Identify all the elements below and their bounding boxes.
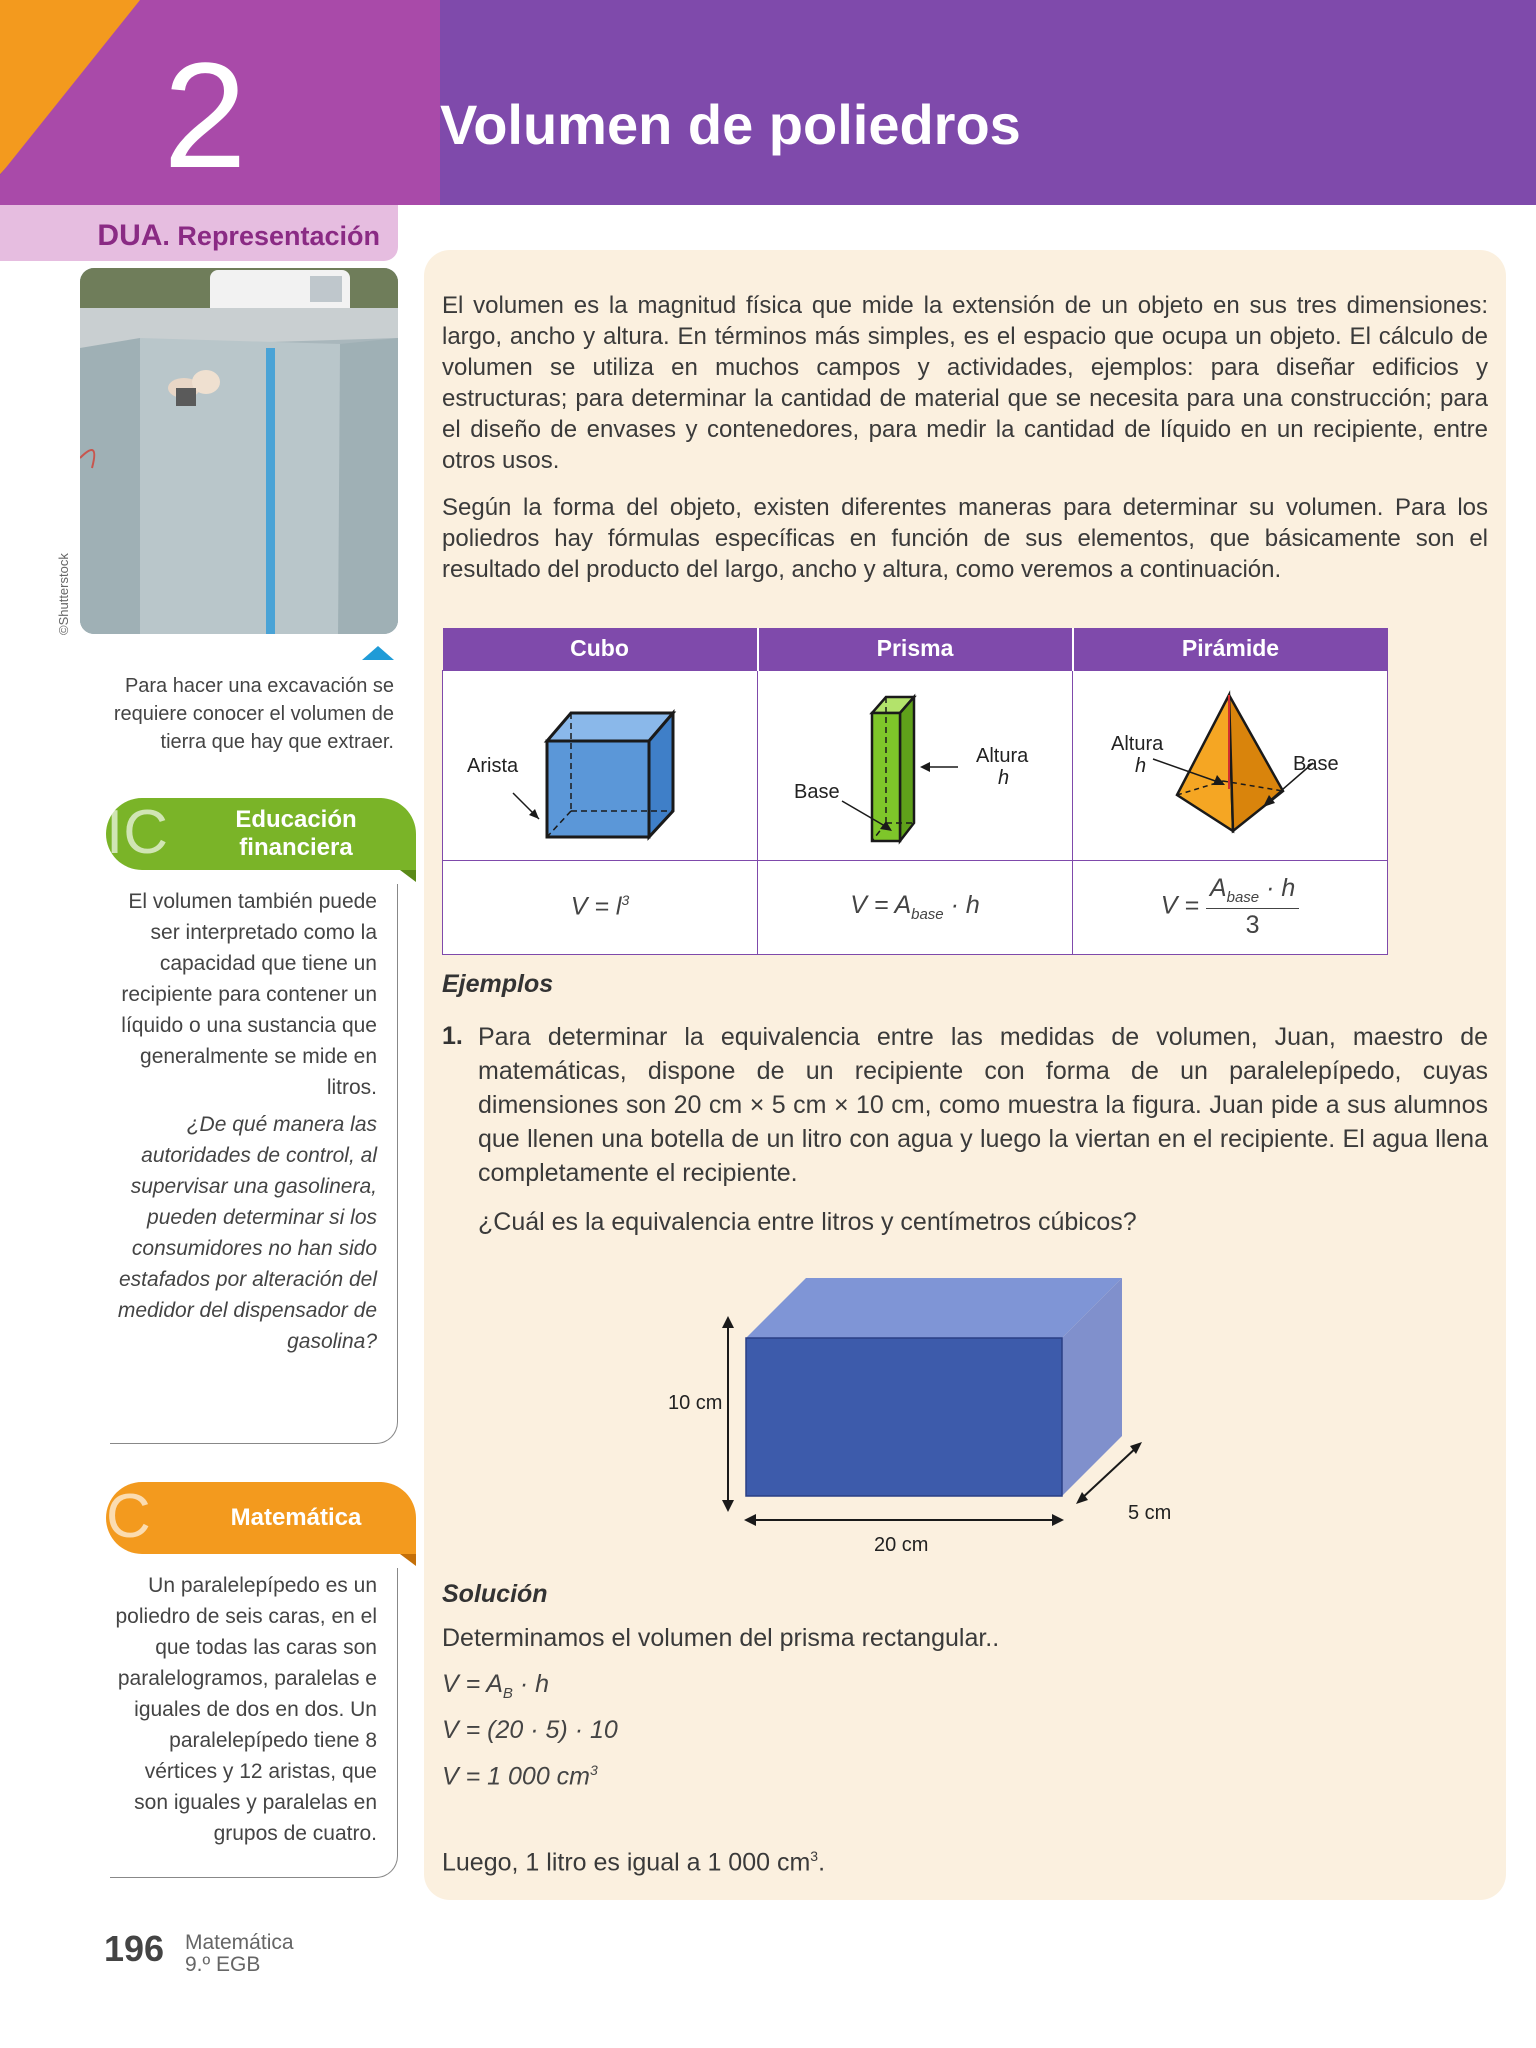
pyramid-formula-lhs: V = xyxy=(1160,891,1199,920)
educacion-question: ¿De qué manera las autoridades de control, al supervisar una gasolinera, pueden determinar si los consumidores no han sido estafados por alteración del medidor del dispensador de gasolina? xyxy=(117,1113,377,1353)
formulas-row xyxy=(443,860,1388,954)
examples-title: Ejemplos xyxy=(442,970,554,998)
box-depth-label: 5 cm xyxy=(1128,1502,1172,1524)
box-figure xyxy=(624,1260,1184,1580)
label-altura-prism: Altura xyxy=(976,744,1029,767)
dua-label xyxy=(97,219,380,253)
photo-credit: ©Shutterstock xyxy=(56,553,71,635)
header-piramide: Pirámide xyxy=(1073,628,1388,670)
label-h-prism: h xyxy=(998,766,1010,789)
conclusion-exp: 3 xyxy=(810,1848,819,1864)
cube-formula-lhs: V = l xyxy=(570,892,622,921)
pyramid-fraction xyxy=(1206,874,1299,940)
educacion-financiera-box xyxy=(110,884,398,1444)
pyramid-num-sub: base xyxy=(1226,889,1260,906)
matematica-text: Un paralelepípedo es un poliedro de seis caras, en el que todas las caras son paralelogramos, paralelas e iguales de dos en dos. Un paralelepípedo tiene 8 vértices y 12 aristas, que son iguales y paralelas en grupos de cuatro. xyxy=(115,1574,377,1845)
pyramid-num-rhs: · h xyxy=(1259,874,1296,902)
eq1-sub: B xyxy=(502,1685,513,1702)
example-question: ¿Cuál es la equivalencia entre litros y centímetros cúbicos? xyxy=(478,1208,1137,1236)
tab-matematica xyxy=(106,1482,416,1554)
box-diagram xyxy=(624,1260,1184,1580)
solution-conclusion xyxy=(442,1848,825,1877)
footer-grade: 9.º EGB xyxy=(185,1953,261,1976)
example-text: Para determinar la equivalencia entre las medidas de volumen, Juan, maestro de matemáticas, dispone de un recipiente con forma de un paralelepípedo, cuyas dimensiones son 20 cm × 5 cm × 10 cm, como muestra la figura. Juan pide a sus alumnos que llenen una botella de un litro con agua y luego la viertan en el recipiente. El agua llena completamente el recipiente. xyxy=(478,1023,1488,1187)
photo-caption: Para hacer una excavación se requiere conocer el volumen de tierra que hay que extraer. xyxy=(113,675,394,753)
figures-row xyxy=(443,670,1388,860)
eq1-rhs: · h xyxy=(512,1670,550,1698)
prism-formula-rhs: · h xyxy=(943,891,980,919)
example-number: 1. xyxy=(442,1022,463,1050)
educacion-tab-title: Educación financiera xyxy=(235,806,357,861)
box-width-label: 20 cm xyxy=(874,1534,929,1556)
label-arista: Arista xyxy=(467,754,519,777)
pyramid-cell xyxy=(1073,670,1388,860)
eq3-lhs: V = 1 000 cm xyxy=(442,1762,590,1791)
eq1-lhs: V = A xyxy=(442,1670,503,1698)
matematica-box xyxy=(110,1568,398,1878)
matematica-c-icon: C xyxy=(106,1482,151,1551)
eq3-exp: 3 xyxy=(590,1762,598,1778)
conclusion-lhs: Luego, 1 litro es igual a 1 000 cm xyxy=(442,1848,811,1877)
pyramid-fraction-numerator xyxy=(1206,874,1299,909)
table-header-row xyxy=(443,628,1388,670)
solution-equation-3 xyxy=(442,1762,598,1791)
intro-paragraph-1: El volumen es la magnitud física que mide la extensión de un objeto en sus tres dimensiones: largo, ancho y altura. En términos más simples, es el espacio que ocupa un objeto. El cálculo de volumen se utiliza en muchos campos y actividades, ejemplos: para diseñar edificios y estructuras; para determinar la cantidad de material que se necesita para una construcción; para el diseño de envases y contenedores, para medir la cantidad de líquido en un recipiente, entre otros usos. xyxy=(442,292,1488,474)
pyramid-fraction-denominator: 3 xyxy=(1245,911,1260,939)
prism-cell xyxy=(758,670,1073,860)
label-altura-pyramid: Altura xyxy=(1111,732,1164,755)
page-title: Volumen de poliedros xyxy=(440,93,1021,156)
solution-text: Determinamos el volumen del prisma rectangular.. xyxy=(442,1624,1000,1652)
dua-text: . Representación xyxy=(162,221,380,251)
educacion-text: El volumen también puede ser interpretado como la capacidad que tiene un recipiente para contener un líquido o una sustancia que generalmente se mide en litros. xyxy=(121,890,377,1099)
solution-equation-2: V = (20 · 5) · 10 xyxy=(442,1716,618,1744)
cube-cell xyxy=(443,670,758,860)
label-h-pyramid: h xyxy=(1135,754,1147,777)
box-height-label: 10 cm xyxy=(668,1392,723,1414)
intro-paragraph-2: Según la forma del objeto, existen diferentes maneras para determinar su volumen. Para los poliedros hay fórmulas específicas en función de sus elementos, que básicamente son el resultado del producto del largo, ancho y altura, como veremos a continuación. xyxy=(442,494,1488,583)
header-cubo: Cubo xyxy=(443,628,758,670)
header-prisma: Prisma xyxy=(758,628,1073,670)
prism-formula-sub: base xyxy=(911,906,944,923)
dua-band xyxy=(0,205,398,261)
main-content-panel xyxy=(424,250,1506,1900)
chapter-number: 2 xyxy=(163,31,247,199)
prism-formula-lhs: V = A xyxy=(850,891,912,919)
tab-educacion-financiera xyxy=(106,798,416,870)
solution-title: Solución xyxy=(442,1580,548,1608)
solution-equation-1 xyxy=(442,1670,549,1702)
prism-formula xyxy=(758,860,1073,954)
pyramid-num-a: A xyxy=(1209,874,1227,902)
matematica-tab-title: Matemática xyxy=(230,1504,362,1531)
label-base-prism: Base xyxy=(794,780,840,803)
dua-strong: DUA xyxy=(97,219,163,252)
conclusion-end: . xyxy=(818,1848,826,1877)
pyramid-formula xyxy=(1073,860,1388,954)
polyhedra-table xyxy=(442,628,1388,955)
cube-formula xyxy=(443,860,758,954)
caption-marker-icon xyxy=(362,646,394,660)
label-base-pyramid: Base xyxy=(1293,752,1339,775)
cube-formula-exp: 3 xyxy=(621,892,630,909)
educacion-ic-icon: IC xyxy=(106,798,168,867)
page-number: 196 xyxy=(104,1928,165,1969)
footer-subject xyxy=(185,1932,294,1976)
excavation-photo xyxy=(80,268,398,634)
chapter-header xyxy=(0,0,1536,205)
footer-subject-name: Matemática xyxy=(185,1931,294,1954)
